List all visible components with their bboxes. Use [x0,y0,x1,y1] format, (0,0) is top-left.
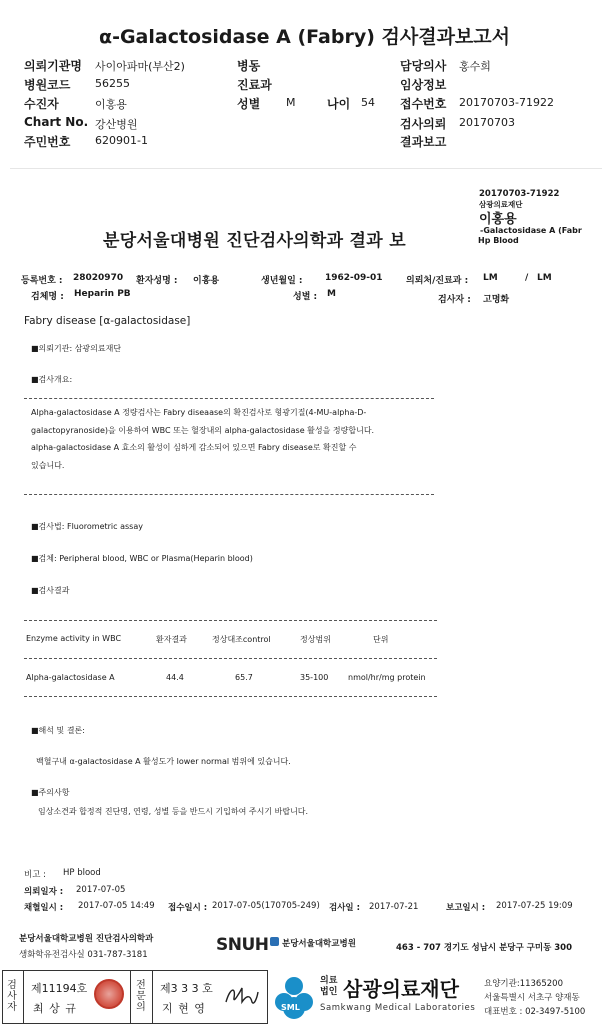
tag-number: 20170703-71922 [479,189,560,199]
dept-label: 의뢰처/진료과 : [406,276,469,286]
sig-name-specialist: 지 현 영 [162,1002,206,1015]
overview-line-4: 있습니다. [31,460,65,470]
draw-label: 채혈일시 : [24,903,64,913]
org-name: 삼광의료재단 [343,977,459,1001]
req-date-label: 의뢰일자 : [24,887,64,897]
snuh-logo: SNUH [216,935,269,955]
value-resident-no: 620901-1 [95,134,148,147]
sml-logo-text: SML [281,1003,300,1012]
divider [24,494,434,495]
note: HP blood [63,868,101,878]
recv-time: 2017-07-05(170705-249) [212,901,320,911]
divider [130,970,131,1024]
test-date-label: 검사일 : [329,903,360,913]
label-result-report: 결과보고 [400,135,447,149]
tag-test: -Galactosidase A (Fabr [480,226,582,235]
note-label: 비고 : [24,870,46,880]
institution-line: ■의뢰기관: 삼광의료재단 [31,344,122,353]
sig-license-tester: 제11194호 [31,982,88,995]
method-line: ■검사법: Fluorometric assay [31,522,143,531]
org-code: 요양기관:11365200 [484,979,563,989]
value-requester: 사이아파마(부산2) [95,60,185,73]
snuh-address: 463 - 707 경기도 성남시 분당구 구미동 300 [396,943,573,953]
specimen-label: 검체명 : [31,292,64,302]
label-ward: 병동 [237,59,261,73]
patient-label: 환자성명 : [136,276,178,286]
org-kind: 의료법인 [320,976,338,997]
org-english-name: Samkwang Medical Laboratories [320,1003,476,1013]
report-title: α-Galactosidase A (Fabry) 검사결과보고서 [99,26,510,48]
result-heading: ■검사결과 [31,586,70,595]
table-cell-patient: 44.4 [166,673,184,682]
value-sex: M [286,96,296,109]
tester: 고명화 [483,295,510,305]
snuh-full-name: 분당서울대학교병원 [282,939,356,949]
seal-icon [94,979,124,1009]
overview-text [31,404,374,474]
signature-scribble-icon [222,982,260,1010]
reg-no: 28020970 [73,273,124,283]
dept2: LM [537,273,552,283]
patient-name: 이홍용 [193,276,220,286]
value-receipt-no: 20170703-71922 [459,96,554,109]
table-top-rule [24,620,437,621]
tag-org: 삼광의료재단 [479,200,523,209]
label-receipt-no: 접수번호 [400,97,447,111]
divider [24,398,434,399]
test-title: Fabry disease [α-galactosidase] [24,315,191,327]
overview-line-1: Alpha-galactosidase A 정량검사는 Fabry diseaase의 확진검사로 형광기질(4-MU-alpha-D- [31,408,367,417]
table-header-range: 정상범위 [300,635,331,644]
label-test-request: 검사의뢰 [400,117,447,131]
label-doctor: 담당의사 [400,59,447,73]
recv-label: 접수일시 : [168,903,208,913]
divider [152,970,153,1024]
label-sex: 성별 [237,97,261,111]
sex: M [327,289,336,299]
label-clinic: 진료과 [237,78,272,92]
caution-text: 임상소견과 합정적 진단명, 연령, 성별 등을 반드시 기입하여 주시기 바랍니다. [38,807,309,816]
dept-footer: 분당서울대학교병원 진단검사의학과 [19,934,154,944]
label-resident-no: 주민번호 [24,135,71,149]
sml-logo-icon [272,972,316,1022]
label-clinical-info: 임상정보 [400,78,447,92]
report-date-label: 보고일시 : [446,903,486,913]
reg-no-label: 등록번호 : [21,276,63,286]
overview-heading: ■검사개요: [31,375,73,384]
value-age: 54 [361,96,375,109]
table-cell-range: 35-100 [300,673,329,682]
table-cell-enzyme: Alpha-galactosidase A [26,673,115,682]
dob-label: 생년월일 : [261,276,303,286]
table-bottom-rule [24,696,437,697]
sig-license-specialist: 제3 3 3 호 [160,982,213,995]
lab-report-frame [10,168,602,968]
table-header-control: 정상대조control [212,635,271,644]
snuh-mark-icon [270,937,279,946]
label-patient: 수진자 [24,97,59,111]
sample-line: ■검체: Peripheral blood, WBC or Plasma(Heparin blood) [31,554,253,563]
value-doctor: 홍수희 [459,60,491,73]
sig-label-specialist: 전문의 [136,980,146,1013]
sex-label: 성별 : [293,292,318,302]
value-chart-no: 강산병원 [95,118,138,131]
divider [23,970,24,1024]
value-test-request: 20170703 [459,116,515,129]
report-date: 2017-07-25 19:09 [496,901,573,911]
sig-name-tester: 최 상 규 [33,1002,77,1015]
overview-line-3: alpha-galactosidase A 효소의 활성이 심하게 감소되어 있으면 Fabry disease로 확진할 수 [31,443,357,452]
table-cell-control: 65.7 [235,673,253,682]
sig-label-tester: 검사자 [7,980,17,1013]
org-address: 서울특별시 서초구 양재동 [484,993,580,1003]
table-header-unit: 단위 [373,635,389,644]
lab-title: 분당서울대병원 진단검사의학과 결과 보 [103,231,406,251]
table-header-rule [24,658,437,659]
specimen: Heparin PB [74,289,131,299]
value-patient: 이홍용 [95,98,127,111]
interp-text: 백혈구내 α-galactosidase A 활성도가 lower normal 범위에 있습니다. [36,757,291,766]
org-phone: 대표번호 : 02-3497-5100 [484,1007,586,1017]
tag-specimen: Hp Blood [478,236,519,245]
label-age: 나이 [327,97,351,111]
tester-label: 검사자 : [438,295,471,305]
dept-footer-lab: 생화학유전검사실 031-787-3181 [19,950,148,960]
caution-heading: ■주의사항 [31,788,70,797]
interp-heading: ■해석 및 결론: [31,726,85,735]
draw-time: 2017-07-05 14:49 [78,901,155,911]
table-header-patient: 환자결과 [156,635,187,644]
tag-patient-name: 이홍용 [479,212,517,227]
label-hospital-code: 병원코드 [24,78,71,92]
value-hospital-code: 56255 [95,77,130,90]
req-date: 2017-07-05 [76,885,126,895]
dept-sep: / [525,273,529,283]
table-cell-unit: nmol/hr/mg protein [348,673,426,682]
label-requester: 의뢰기관명 [24,59,82,73]
overview-line-2: galactopyranoside)을 이용하여 WBC 또는 혈장내의 alpha-galactosidase 활성을 정량합니다. [31,425,375,435]
dept1: LM [483,273,498,283]
dob: 1962-09-01 [325,273,383,283]
test-date: 2017-07-21 [369,902,419,912]
label-chart-no: Chart No. [24,115,89,129]
table-header-enzyme: Enzyme activity in WBC [26,634,122,643]
